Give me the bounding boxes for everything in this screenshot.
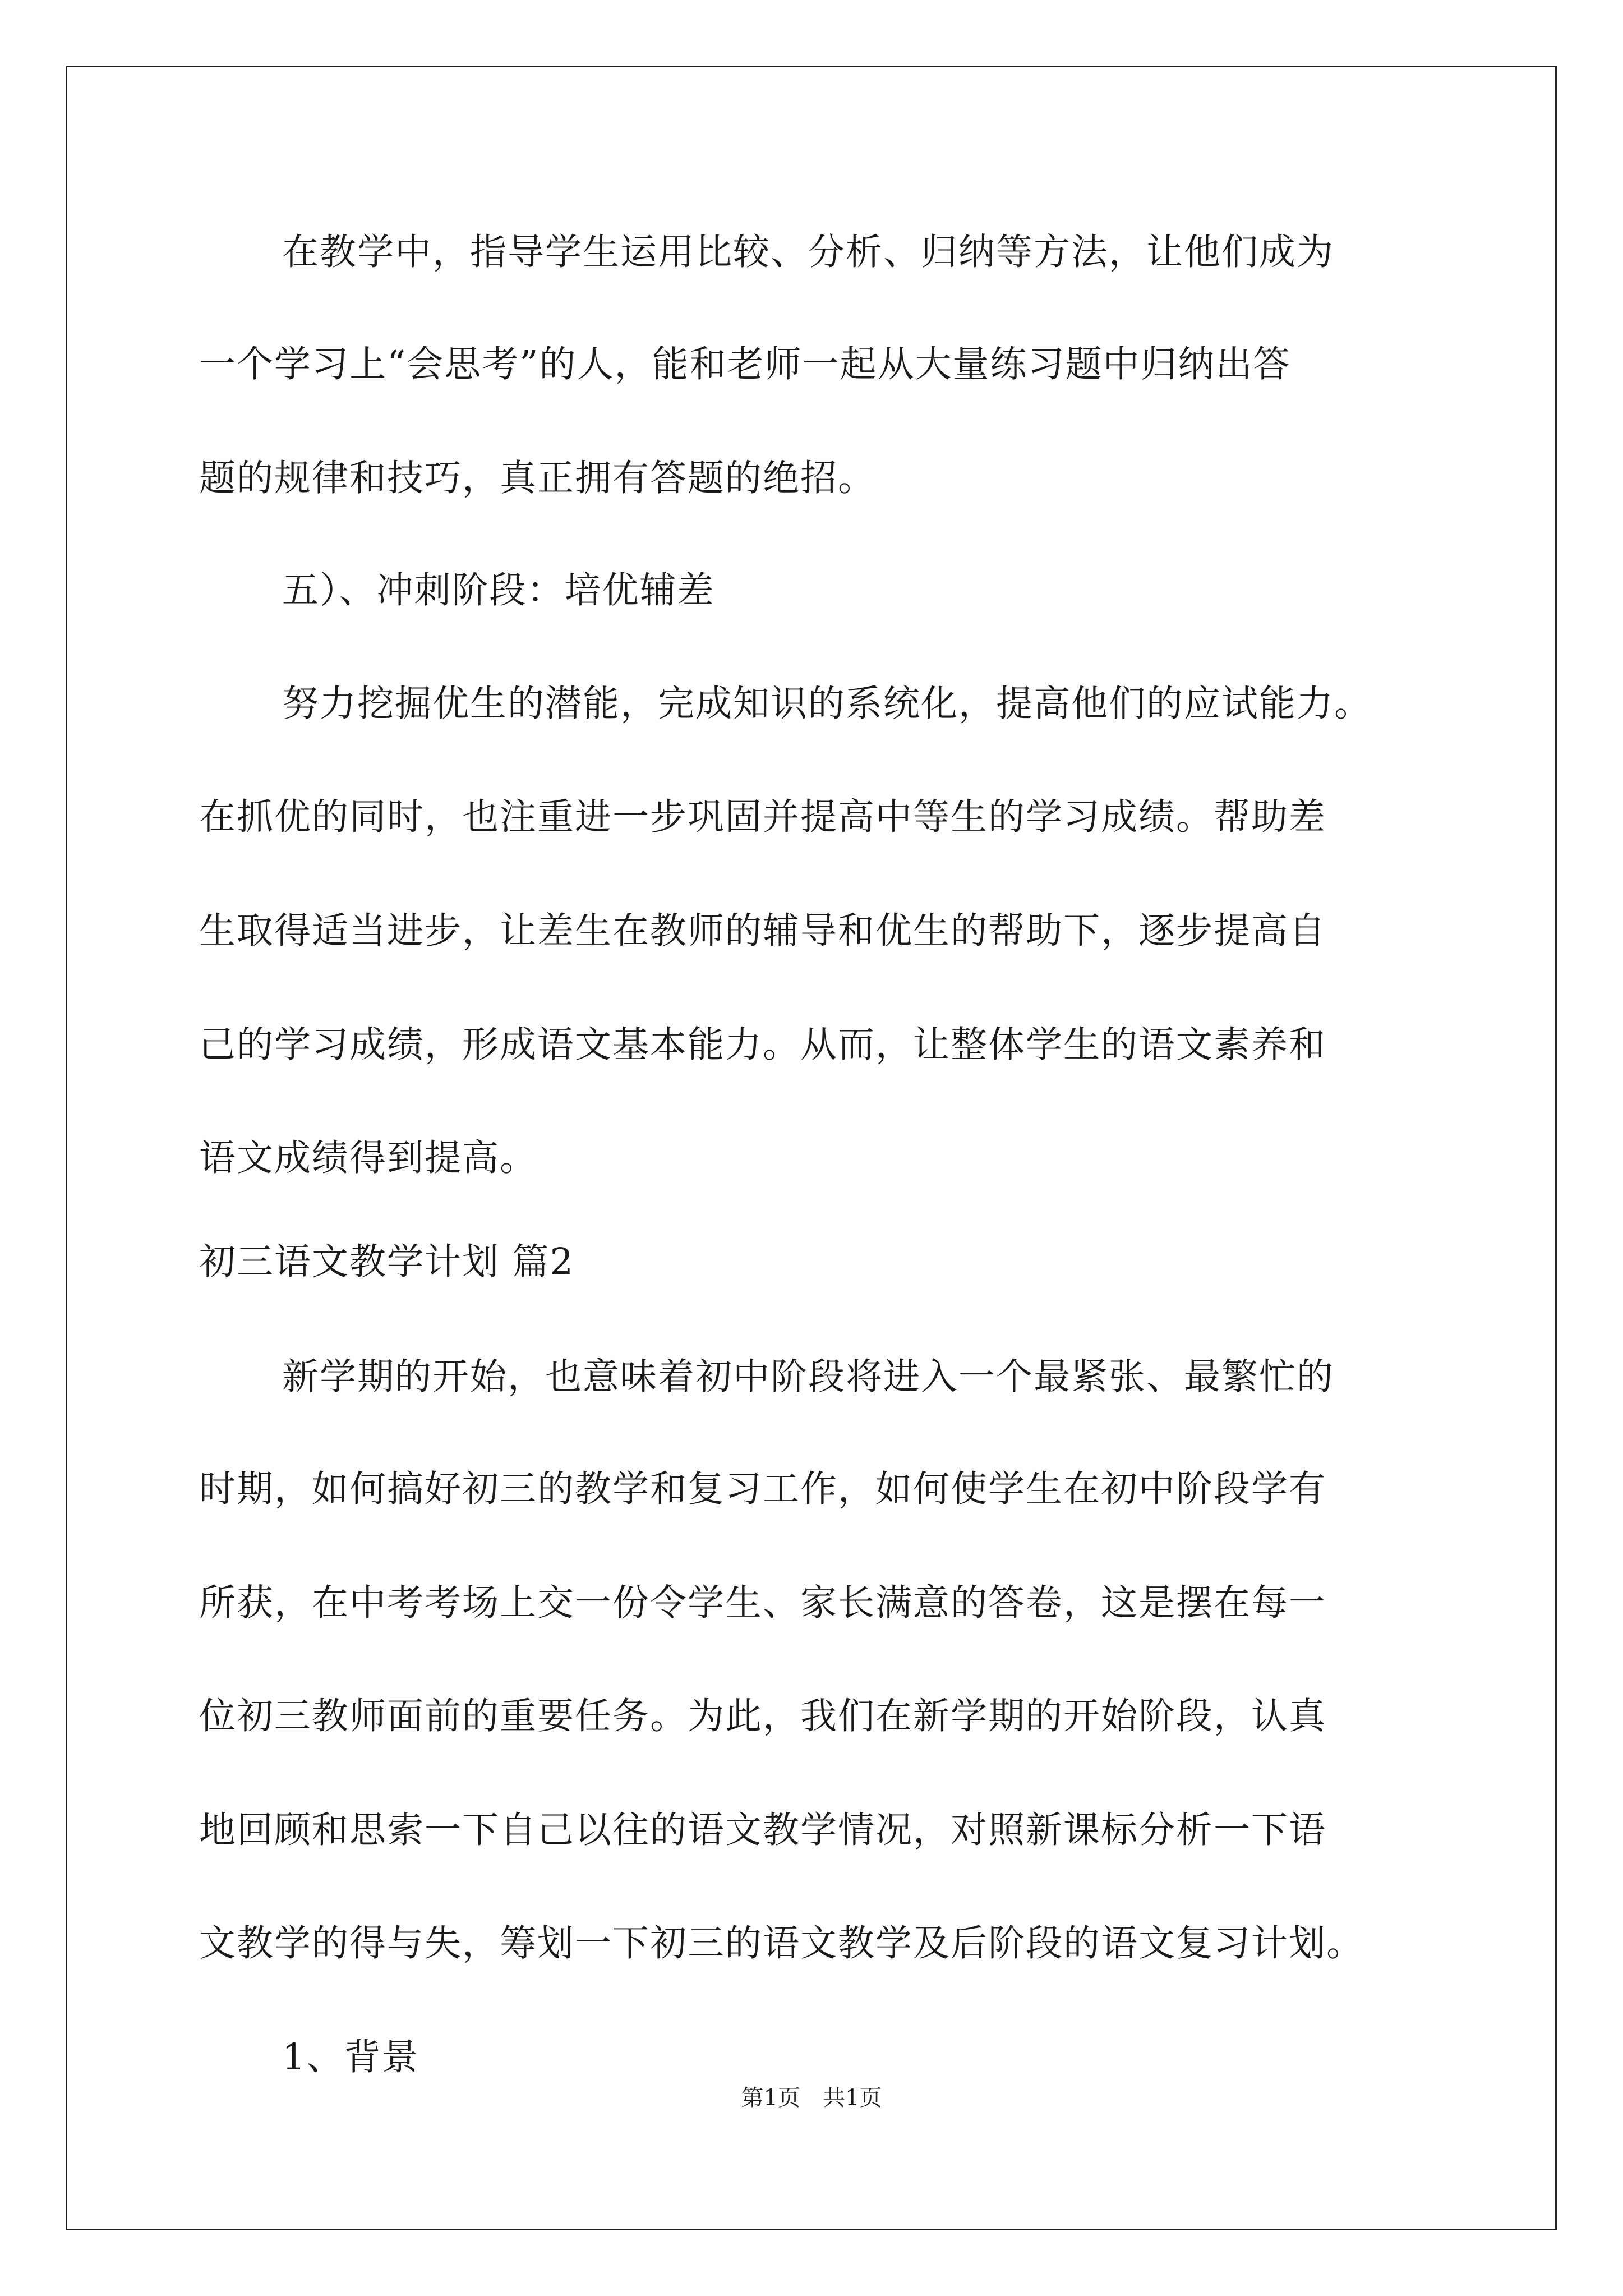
paragraph-line: 位初三教师面前的重要任务。为此，我们在新学期的开始阶段，认真	[199, 1695, 1327, 1737]
page-footer: 第1页 共1页	[741, 2085, 882, 2111]
article-title: 初三语文教学计划 篇2	[199, 1241, 575, 1283]
paragraph-line: 题的规律和技巧，真正拥有答题的绝招。	[199, 457, 876, 499]
section-heading: 1、背景	[282, 2036, 419, 2078]
paragraph-line: 语文成绩得到提高。	[199, 1137, 538, 1179]
paragraph-line: 己的学习成绩，形成语文基本能力。从而，让整体学生的语文素养和	[199, 1024, 1327, 1066]
paragraph-line: 所获，在中考考场上交一份令学生、家长满意的答卷，这是摆在每一	[199, 1582, 1327, 1624]
paragraph-line: 在抓优的同时，也注重进一步巩固并提高中等生的学习成绩。帮助差	[199, 796, 1327, 838]
section-heading: 五）、冲刺阶段：培优辅差	[282, 569, 715, 611]
paragraph-line: 时期，如何搞好初三的教学和复习工作，如何使学生在初中阶段学有	[199, 1468, 1327, 1510]
paragraph-line: 在教学中，指导学生运用比较、分析、归纳等方法，让他们成为	[282, 231, 1335, 273]
paragraph-line: 新学期的开始，也意味着初中阶段将进入一个最紧张、最繁忙的	[282, 1356, 1335, 1398]
paragraph-line: 生取得适当进步，让差生在教师的辅导和优生的帮助下，逐步提高自	[199, 910, 1327, 952]
paragraph-line: 一个学习上“会思考”的人，能和老师一起从大量练习题中归纳出答	[199, 343, 1291, 385]
paragraph-line: 努力挖掘优生的潜能，完成知识的系统化，提高他们的应试能力。	[282, 683, 1372, 725]
paragraph-line: 文教学的得与失，筹划一下初三的语文教学及后阶段的语文复习计划。	[199, 1922, 1364, 1964]
paragraph-line: 地回顾和思索一下自己以往的语文教学情况，对照新课标分析一下语	[199, 1809, 1327, 1851]
